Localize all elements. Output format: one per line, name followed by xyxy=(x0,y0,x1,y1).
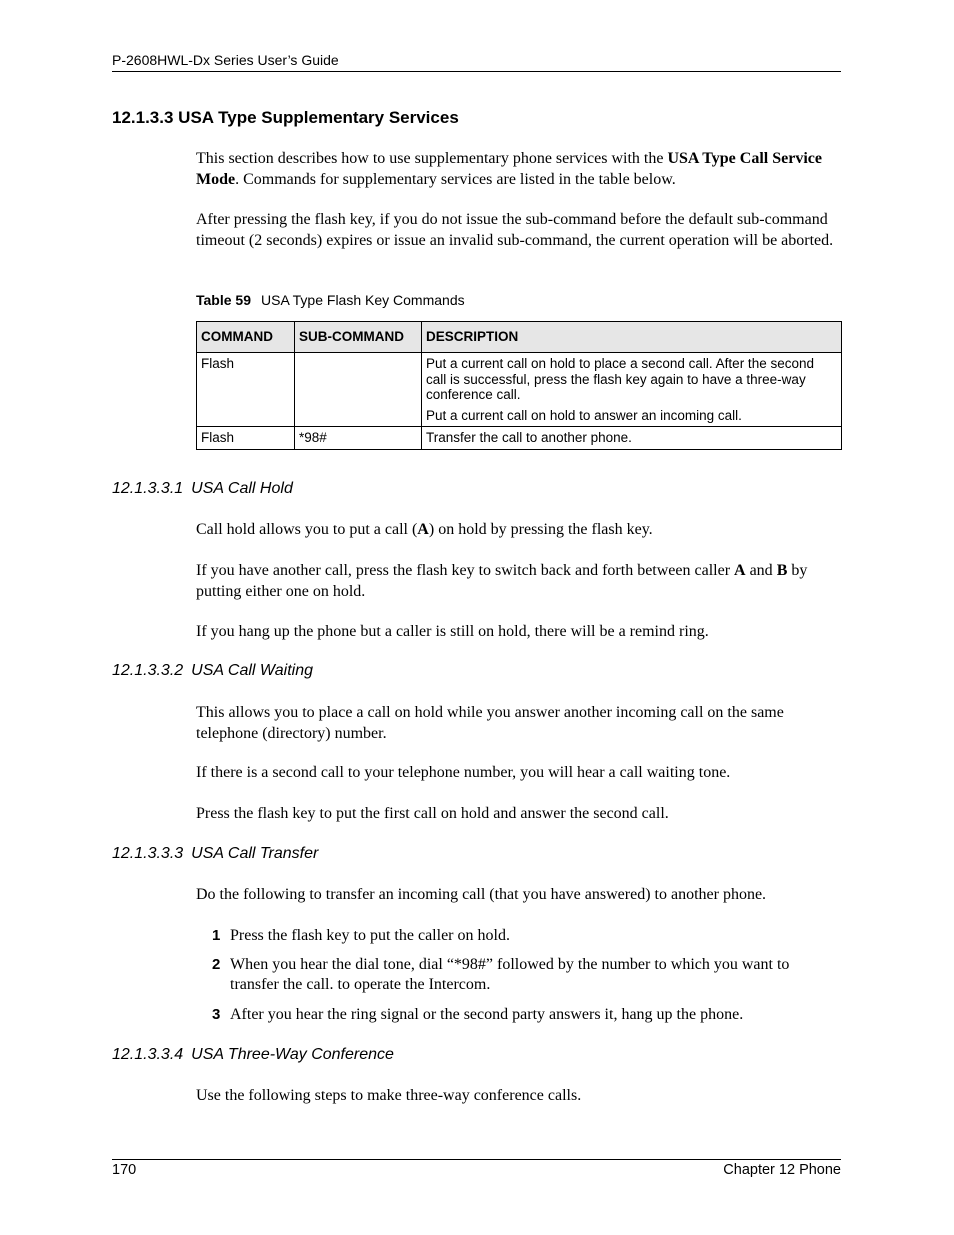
table-caption-text: USA Type Flash Key Commands xyxy=(261,292,465,308)
caller-b: B xyxy=(776,562,788,579)
description-line: Put a current call on hold to place a second call. After the second call is successful, press the flash key again to have a three-way conference call. xyxy=(426,356,814,402)
step-text: After you hear the ring signal or the second party answers it, hang up the phone. xyxy=(230,1006,744,1023)
subsection-number: 12.1.3.3.3 xyxy=(112,845,184,862)
table-row xyxy=(197,427,842,450)
table-cell-description xyxy=(422,353,842,427)
text-run: If you have another call, press the flash key to switch back and forth between caller xyxy=(196,562,735,579)
subsection-title: USA Call Transfer xyxy=(191,845,319,862)
flash-key-commands-table xyxy=(196,321,842,450)
column-header: COMMAND xyxy=(197,322,295,353)
subsection-number: 12.1.3.3.1 xyxy=(112,480,184,497)
caller-a: A xyxy=(734,562,746,579)
text-run: Call hold allows you to put a call ( xyxy=(196,521,418,538)
section-heading: 12.1.3.3 USA Type Supplementary Services xyxy=(112,108,459,127)
table-header-row xyxy=(197,322,842,353)
step-text: Press the flash key to put the caller on hold. xyxy=(230,927,510,944)
subsection-title: USA Call Waiting xyxy=(191,662,313,679)
table-cell-description: Transfer the call to another phone. xyxy=(422,427,842,450)
conference-paragraph: Use the following steps to make three-way conference calls. xyxy=(196,1087,582,1104)
caller-a: A xyxy=(417,521,429,538)
transfer-step xyxy=(212,1005,841,1025)
call-waiting-paragraph-2: If there is a second call to your telephone number, you will hear a call waiting tone. xyxy=(196,764,731,781)
text-run: ) on hold by pressing the flash key. xyxy=(428,521,653,538)
subsection-number: 12.1.3.3.2 xyxy=(112,662,184,679)
intro-text-end: . Commands for supplementary services are listed in the table below. xyxy=(235,170,676,188)
subsection-title: USA Three-Way Conference xyxy=(191,1046,394,1063)
table-row xyxy=(197,353,842,427)
intro-paragraph-1 xyxy=(196,149,841,190)
page-number: 170 xyxy=(112,1162,137,1178)
table-cell-command: Flash xyxy=(197,353,295,427)
table-cell-subcommand: *98# xyxy=(295,427,422,450)
table-caption xyxy=(196,292,465,308)
call-transfer-paragraph: Do the following to transfer an incoming call (that you have answered) to another phone. xyxy=(196,886,767,903)
table-cell-command: Flash xyxy=(197,427,295,450)
subsection-number: 12.1.3.3.4 xyxy=(112,1046,184,1063)
running-header: P-2608HWL-Dx Series User’s Guide xyxy=(112,52,339,68)
call-waiting-paragraph-1: This allows you to place a call on hold while you answer another incoming call on the same telephone (directory) number. xyxy=(196,704,784,742)
call-waiting-paragraph-3: Press the flash key to put the first call on hold and answer the second call. xyxy=(196,805,669,822)
step-number: 1 xyxy=(212,927,221,944)
description-line: Put a current call on hold to answer an incoming call. xyxy=(426,407,742,423)
call-hold-paragraph-2 xyxy=(196,561,841,602)
text-run: and xyxy=(745,562,777,579)
step-number: 2 xyxy=(212,956,221,973)
mode-name: USA Type Call Service Mode xyxy=(196,150,822,188)
footer-rule xyxy=(112,1159,841,1160)
column-header: DESCRIPTION xyxy=(422,322,842,353)
text-run: by putting either one on hold. xyxy=(196,562,808,600)
subsection-heading-call-transfer xyxy=(112,845,318,863)
transfer-step xyxy=(212,955,841,995)
call-hold-paragraph-3: If you hang up the phone but a caller is still on hold, there will be a remind ring. xyxy=(196,623,709,640)
step-number: 3 xyxy=(212,1006,221,1023)
step-text: When you hear the dial tone, dial “*98#” followed by the number to which you want to transfer the call. to operate the Intercom. xyxy=(230,956,790,993)
chapter-label: Chapter 12 Phone xyxy=(723,1162,841,1178)
intro-paragraph-2: After pressing the flash key, if you do not issue the sub-command before the default sub-command timeout (2 seconds) expires or issue an invalid sub-command, the current operation will be aborted. xyxy=(196,211,834,249)
subsection-heading-call-waiting xyxy=(112,662,313,680)
intro-text: This section describes how to use supplementary phone services with the xyxy=(196,150,668,167)
table-cell-subcommand xyxy=(295,353,422,427)
column-header: SUB-COMMAND xyxy=(295,322,422,353)
table-caption-label: Table 59 xyxy=(196,292,251,308)
call-hold-paragraph-1 xyxy=(196,520,841,541)
subsection-heading-call-hold xyxy=(112,480,293,498)
transfer-step xyxy=(212,926,841,946)
subsection-title: USA Call Hold xyxy=(191,480,293,497)
subsection-heading-three-way-conference xyxy=(112,1046,394,1064)
header-rule xyxy=(112,71,841,72)
